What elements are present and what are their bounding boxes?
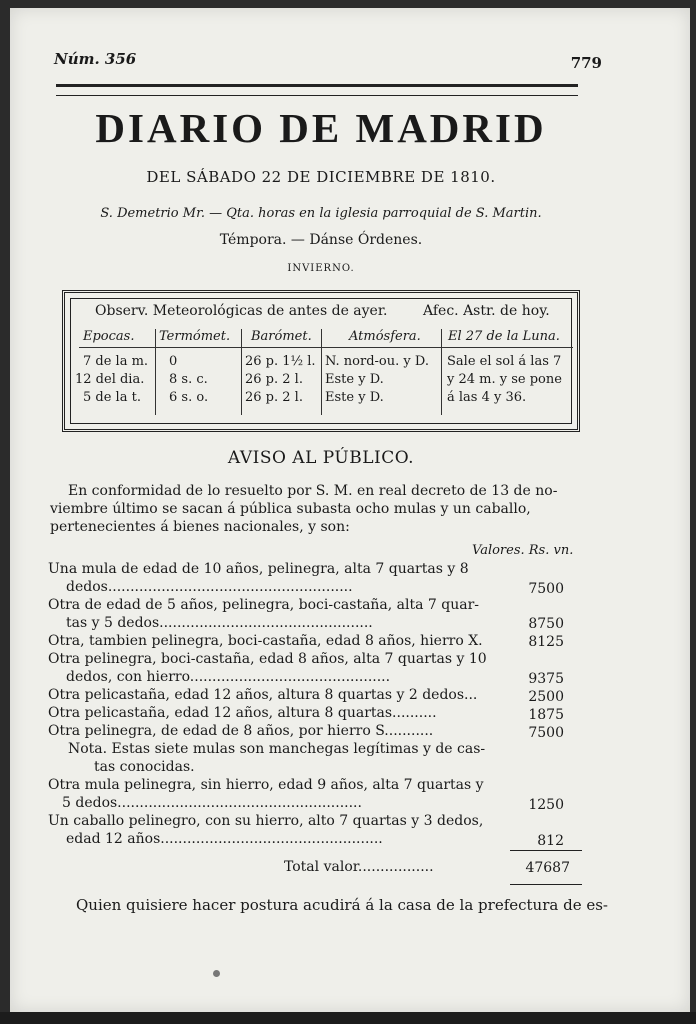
total-value: 47687	[525, 860, 570, 876]
list-item-line: Otra mula pelinegra, sin hierro, edad 9 años, alta 7 quartas y	[48, 777, 484, 793]
total-label: Total valor.................	[284, 859, 434, 875]
list-item-line: Otra pelinegra, boci-castaña, edad 8 años, alta 7 quartas y 10	[48, 651, 487, 667]
col-atmosfera: Atmósfera.	[349, 329, 421, 344]
item-value: 1250	[528, 797, 564, 813]
list-item-line: Otra pelicastaña, edad 12 años, altura 8 quartas y 2 dedos...	[48, 687, 478, 703]
weather-col-divider	[441, 329, 442, 415]
list-item-line: Un caballo pelinegro, con su hierro, alto 7 quartas y 3 dedos,	[48, 813, 484, 829]
item-value: 9375	[528, 671, 564, 687]
item-value: 7500	[528, 725, 564, 741]
weather-epoca: 12 del dia.	[75, 372, 145, 387]
notice-intro-line: pertenecientes á bienes nacionales, y son:	[50, 519, 350, 535]
saint-of-day: S. Demetrio Mr. — Qta. horas en la iglesia parroquial de S. Martin.	[100, 206, 542, 221]
luna-line: á las 4 y 36.	[447, 390, 527, 405]
weather-atmos: N. nord-ou. y D.	[325, 354, 429, 369]
total-rule-top	[510, 850, 582, 851]
tempora-line: Témpora. — Dánse Órdenes.	[219, 232, 423, 248]
weather-col-divider	[155, 329, 156, 415]
col-termometro: Termómet.	[159, 329, 231, 344]
weather-epoca: 7 de la m.	[83, 354, 149, 369]
season-label: INVIERNO.	[287, 263, 355, 274]
weather-baro: 26 p. 2 l.	[245, 372, 303, 387]
ink-smudge	[213, 970, 220, 977]
list-item-line: Otra de edad de 5 años, pelinegra, boci-castaña, alta 7 quar-	[48, 597, 480, 613]
astro-heading: Afec. Astr. de hoy.	[423, 303, 550, 319]
list-item-line: dedos.......................................................	[66, 579, 353, 595]
page-number: 779	[570, 54, 602, 72]
list-item-line: edad 12 años..................................................	[66, 831, 383, 847]
list-item-line: tas y 5 dedos................................................	[66, 615, 373, 631]
item-value: 7500	[528, 581, 564, 597]
total-rule-bottom	[510, 884, 582, 885]
issue-number: Núm. 356	[54, 50, 137, 68]
item-value: 812	[537, 833, 564, 849]
weather-termo: 0	[169, 354, 178, 369]
list-item-line: Otra pelinegra, de edad de 8 años, por hierro S...........	[48, 723, 434, 739]
weather-col-divider	[321, 329, 322, 415]
list-item-line: Otra, tambien pelinegra, boci-castaña, edad 8 años, hierro X.	[48, 633, 483, 649]
weather-epoca: 5 de la t.	[83, 390, 141, 405]
weather-termo: 6 s. o.	[169, 390, 209, 405]
weather-header-rule	[79, 347, 573, 348]
notice-title: AVISO AL PÚBLICO.	[227, 448, 415, 468]
weather-col-divider	[241, 329, 242, 415]
scan-edge	[0, 1012, 696, 1024]
list-item-line: 5 dedos.......................................................	[62, 795, 362, 811]
weather-baro: 26 p. 2 l.	[245, 390, 303, 405]
item-value: 2500	[528, 689, 564, 705]
list-item-line: dedos, con hierro.............................................	[66, 669, 391, 685]
newspaper-title: DIARIO DE MADRID	[95, 105, 547, 151]
luna-line: Sale el sol á las 7	[447, 354, 562, 369]
col-epocas: Epocas.	[83, 329, 135, 344]
list-item-line: Otra pelicastaña, edad 12 años, altura 8 quartas..........	[48, 705, 437, 721]
weather-atmos: Este y D.	[325, 390, 384, 405]
col-barometro: Barómet.	[251, 329, 312, 344]
issue-date: DEL SÁBADO 22 DE DICIEMBRE DE 1810.	[146, 168, 496, 186]
notice-intro-line: viembre último se sacan á pública subasta ocho mulas y un caballo,	[50, 501, 531, 517]
nota-line: Nota. Estas siete mulas son manchegas legítimas y de cas-	[68, 741, 486, 757]
item-value: 1875	[528, 707, 564, 723]
closing-line: Quien quisiere hacer postura acudirá á la casa de la prefectura de es-	[76, 896, 608, 914]
luna-line: y 24 m. y se pone	[447, 372, 562, 387]
item-value: 8750	[528, 616, 564, 632]
weather-atmos: Este y D.	[325, 372, 384, 387]
weather-heading: Observ. Meteorológicas de antes de ayer.	[95, 303, 388, 319]
list-item-line: Una mula de edad de 10 años, pelinegra, alta 7 quartas y 8	[48, 561, 469, 577]
nota-line: tas conocidas.	[94, 759, 195, 775]
col-luna: El 27 de la Luna.	[448, 329, 560, 344]
weather-table	[62, 290, 580, 432]
values-header: Valores. Rs. vn.	[472, 543, 574, 558]
notice-intro-line: En conformidad de lo resuelto por S. M. en real decreto de 13 de no-	[68, 483, 558, 499]
item-value: 8125	[528, 634, 564, 650]
newspaper-page	[10, 8, 690, 1012]
header-double-rule	[56, 84, 578, 96]
weather-termo: 8 s. c.	[169, 372, 208, 387]
weather-baro: 26 p. 1½ l.	[245, 354, 316, 369]
